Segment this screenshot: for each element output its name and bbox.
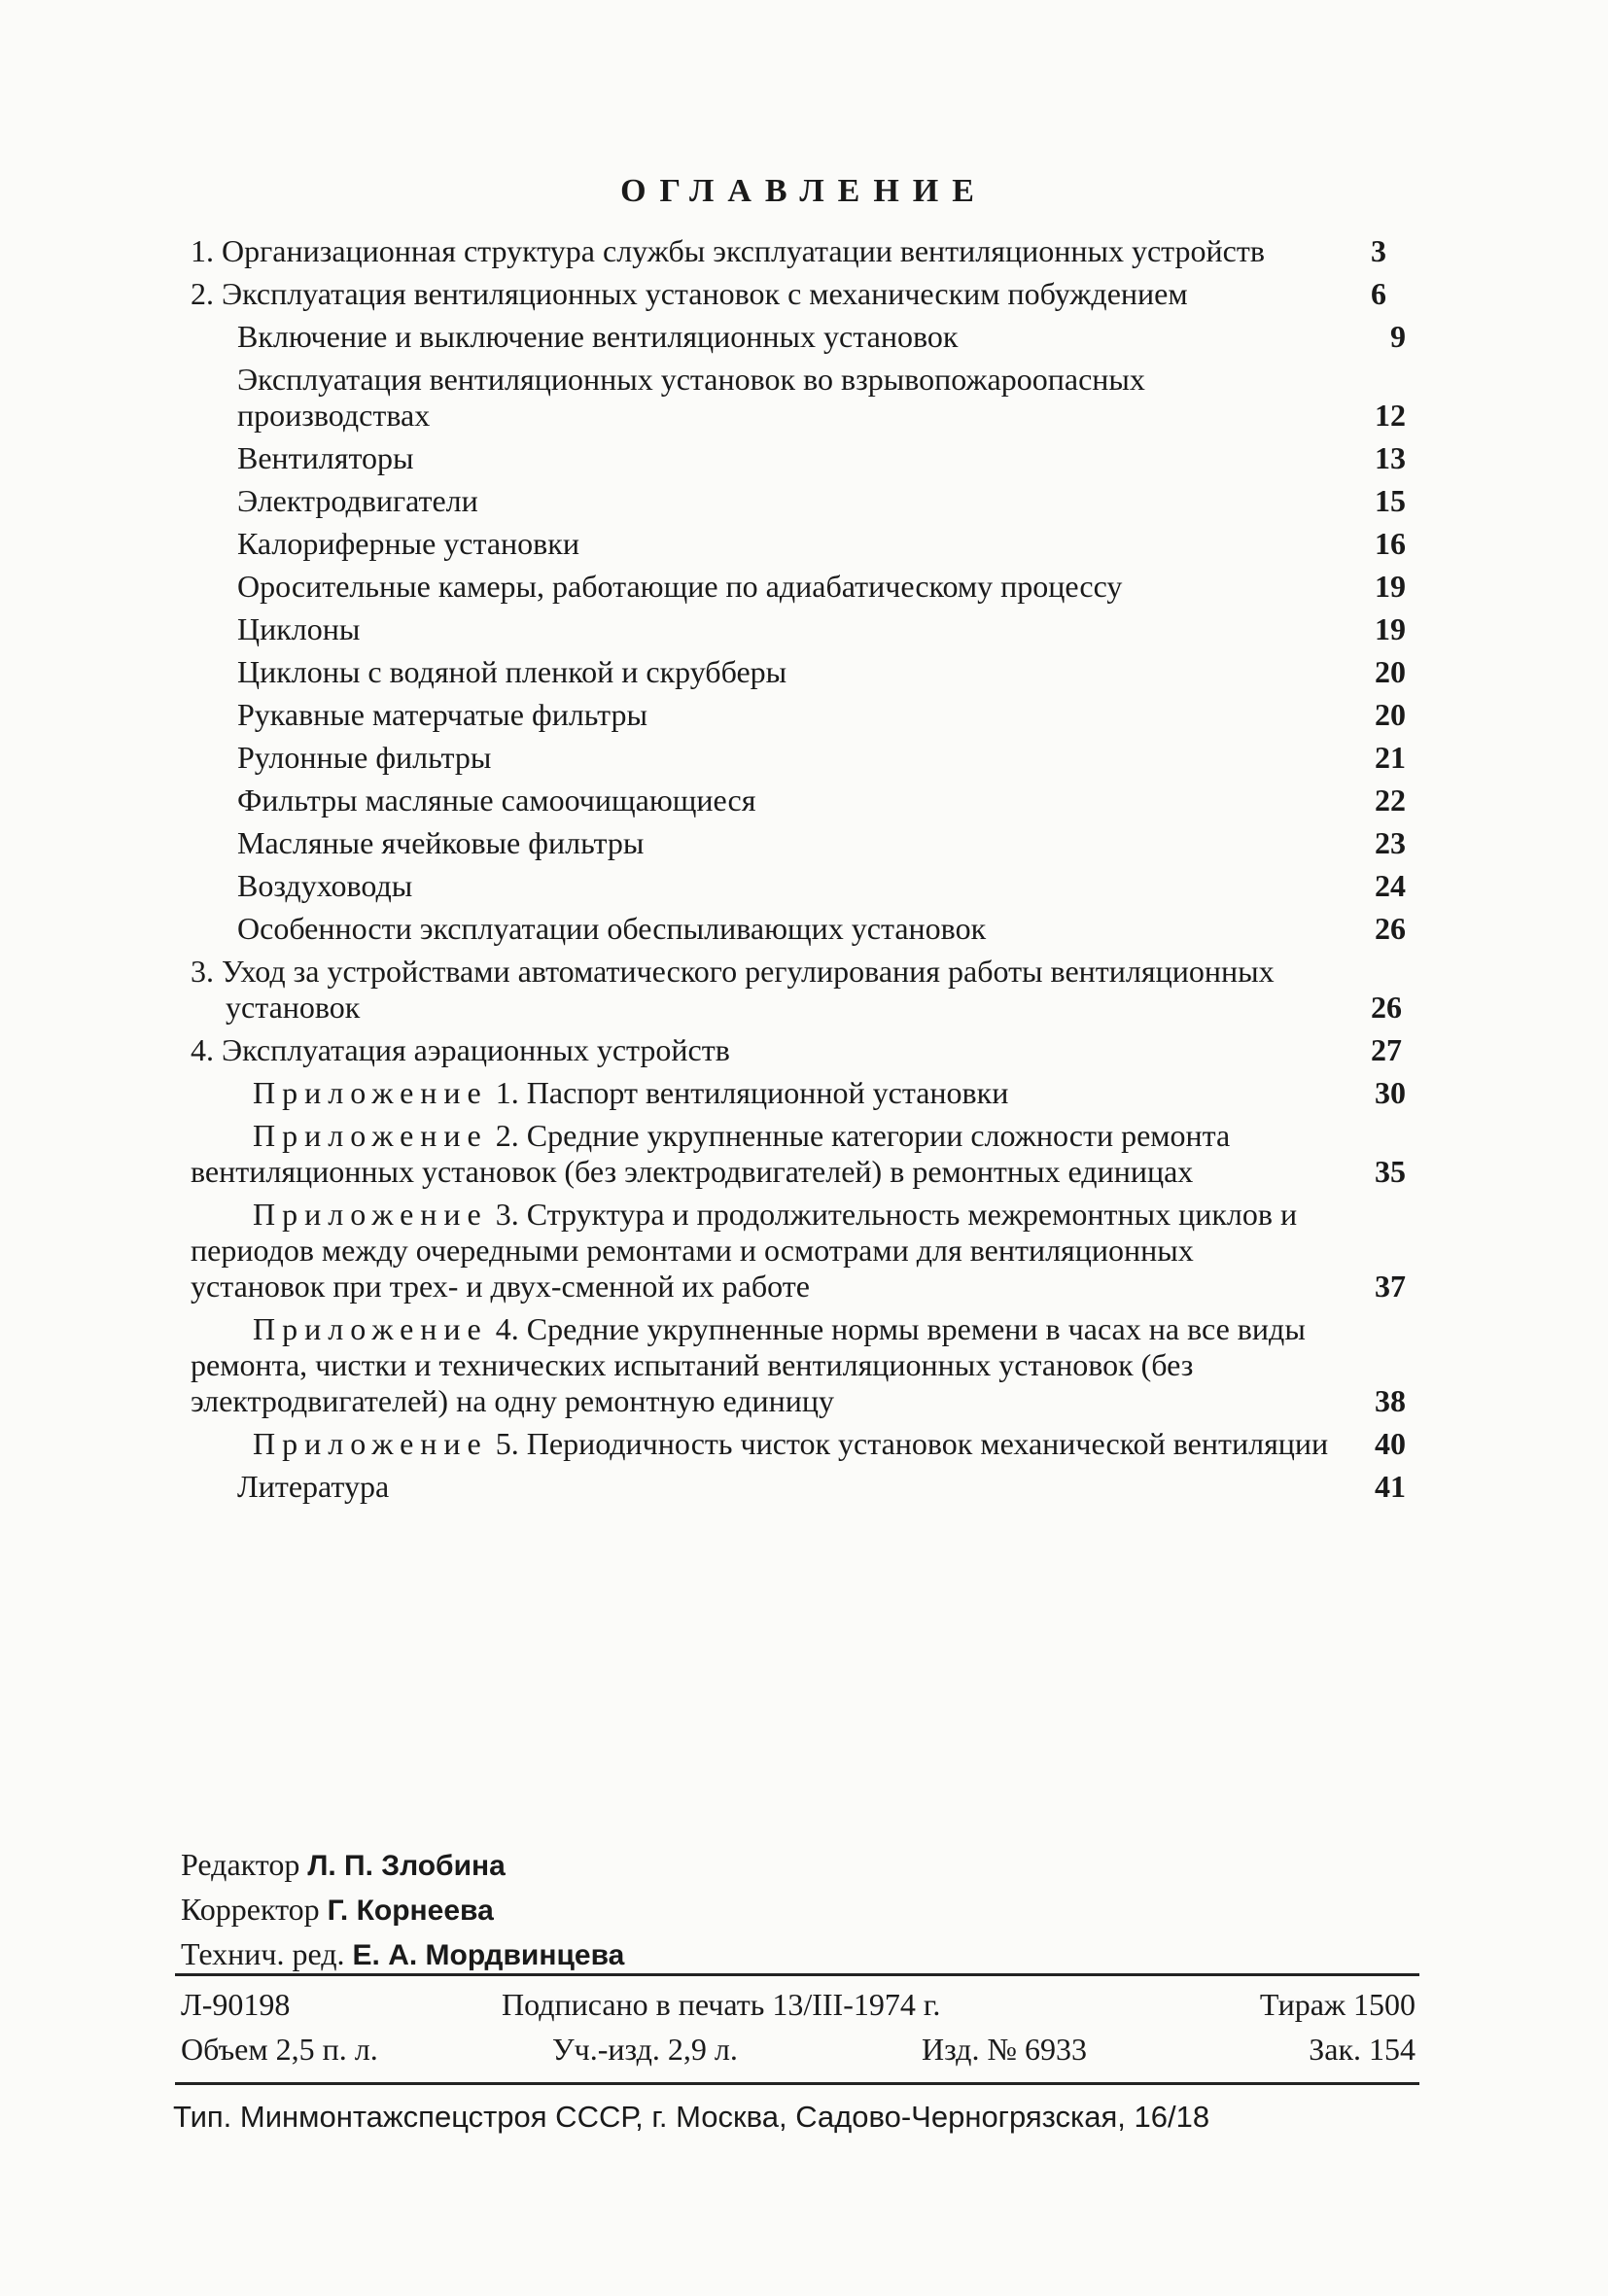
toc-entry: 2. Эксплуатация вентиляционных установок с механическим побуждением 6 (191, 276, 1386, 311)
toc-entry (191, 868, 1406, 904)
toc-entry-text: Оросительные камеры, работающие по адиабатическому процессу (237, 569, 1123, 604)
volume: Объем 2,5 п. л. (181, 2032, 378, 2067)
toc-entry-page: 19 (1375, 569, 1406, 604)
toc-entry-text: Литература (237, 1469, 390, 1504)
print-house: Тип. Минмонтажспецстроя СССР, г. Москва, Садово-Черногрязская, 16/18 (173, 2100, 1210, 2134)
toc-entry-text: Циклоны с водяной пленкой и скрубберы (237, 654, 787, 689)
toc-entry-page: 40 (1375, 1426, 1406, 1461)
toc-entry-appendix (191, 1197, 1406, 1305)
toc-entry-text: Рулонные фильтры (237, 740, 492, 775)
toc-entry (191, 611, 1406, 647)
imprint-row (181, 1987, 1416, 2032)
toc-entry-text: Вентиляторы (237, 440, 414, 475)
appendix-label: Приложение (253, 1118, 488, 1153)
toc-entry (191, 569, 1406, 605)
toc-entry-page: 24 (1375, 868, 1406, 903)
appendix-label: Приложение (253, 1075, 488, 1110)
circulation: Тираж 1500 (1259, 1987, 1416, 2022)
credit-role: Корректор (181, 1892, 320, 1927)
toc-entry-text: 3. Уход за устройствами автоматического регулирования работы вентиляционных установок (191, 954, 1275, 1025)
toc-entry (191, 319, 1406, 355)
toc-entry-text: 1. Организационная структура службы эксплуатации вентиляционных устройств (191, 233, 1265, 268)
toc-entry-appendix (191, 1118, 1406, 1190)
toc-entry-text: 5. Периодичность чисток установок механической вентиляции (495, 1426, 1329, 1461)
publication-no: Изд. № 6933 (922, 2032, 1087, 2067)
toc-entry-text: Воздуховоды (237, 868, 413, 903)
toc-entry-page: 22 (1375, 783, 1406, 818)
credit-name: Л. П. Злобина (307, 1850, 506, 1882)
toc-entry (191, 440, 1406, 476)
toc-entry-page: 37 (1375, 1269, 1406, 1304)
toc-entry (191, 654, 1406, 690)
credit-role: Редактор (181, 1847, 300, 1882)
appendix-label: Приложение (253, 1426, 488, 1461)
divider-top (175, 1973, 1419, 1976)
toc-entry-text: Эксплуатация вентиляционных установок во взрывопожароопасных производствах (237, 362, 1145, 433)
toc-entry (191, 483, 1406, 519)
toc-entry-text: Электродвигатели (237, 483, 478, 518)
toc-entry-text: Калориферные установки (237, 526, 579, 561)
table-of-contents (191, 233, 1406, 1512)
toc-entry: 4. Эксплуатация аэрационных устройств 27 (191, 1032, 1402, 1067)
toc-entry: 1. Организационная структура службы эксплуатации вентиляционных устройств 3 (191, 233, 1386, 268)
credit-line (181, 1843, 624, 1888)
imprint-row (181, 2032, 1416, 2076)
toc-entry (191, 1469, 1406, 1505)
toc-entry-page: 23 (1375, 825, 1406, 860)
toc-entry-page: 41 (1375, 1469, 1406, 1504)
credit-role: Технич. ред. (181, 1936, 345, 1971)
order-no: Зак. 154 (1309, 2032, 1416, 2067)
toc-entry-page: 20 (1375, 654, 1406, 689)
toc-entry-page: 30 (1375, 1075, 1406, 1110)
credit-name: Е. А. Мордвинцева (352, 1939, 625, 1971)
toc-entry-text: Фильтры масляные самоочищающиеся (237, 783, 756, 818)
toc-entry (191, 362, 1406, 434)
toc-entry-page: 19 (1375, 611, 1406, 646)
toc-entry-text: 1. Паспорт вентиляционной установки (495, 1075, 1009, 1110)
credit-line (181, 1888, 624, 1932)
toc-entry (191, 526, 1406, 562)
toc-entry-page: 38 (1375, 1383, 1406, 1418)
signed-date: Подписано в печать 13/III-1974 г. (502, 1987, 941, 2022)
toc-entry: 3. Уход за устройствами автоматического регулирования работы вентиляционных установок 26 (191, 954, 1402, 1025)
toc-entry-text: Рукавные матерчатые фильтры (237, 697, 648, 732)
toc-entry-page: 26 (1375, 911, 1406, 946)
toc-entry-text: Масляные ячейковые фильтры (237, 825, 645, 860)
toc-entry-text: 4. Эксплуатация аэрационных устройств (191, 1032, 730, 1067)
toc-entry-appendix (191, 1426, 1406, 1462)
toc-entry-page: 13 (1375, 440, 1406, 475)
toc-entry-page: 20 (1375, 697, 1406, 732)
toc-entry (191, 825, 1406, 861)
page-title: ОГЛАВЛЕНИЕ (620, 173, 988, 209)
toc-entry-text: 4. Средние укрупненные нормы времени в часах на все виды ремонта, чистки и технических испытаний вентиляционных установок (без электродвигателей) на одну ремонтную единицу (191, 1311, 1306, 1418)
toc-entry-text: Циклоны (237, 611, 361, 646)
order-code: Л-90198 (181, 1987, 291, 2022)
toc-entry-text: Включение и выключение вентиляционных установок (237, 319, 959, 354)
toc-entry-page: 35 (1375, 1154, 1406, 1189)
credit-line (181, 1932, 624, 1977)
toc-entry (191, 740, 1406, 776)
toc-entry-text: 2. Эксплуатация вентиляционных установок с механическим побуждением (191, 276, 1188, 311)
toc-entry (191, 911, 1406, 947)
toc-entry-appendix (191, 1311, 1406, 1419)
appendix-label: Приложение (253, 1311, 488, 1346)
imprint (181, 1987, 1416, 2076)
toc-entry-text: Особенности эксплуатации обеспыливающих установок (237, 911, 987, 946)
divider-bottom (175, 2082, 1419, 2085)
credits (181, 1843, 624, 1977)
toc-entry-page: 9 (1390, 319, 1406, 354)
toc-entry (191, 697, 1406, 733)
toc-entry (191, 783, 1406, 818)
toc-entry-text: 2. Средние укрупненные категории сложности ремонта вентиляционных установок (без электродвигателей) в ремонтных единицах (191, 1118, 1231, 1189)
toc-entry-page: 21 (1375, 740, 1406, 775)
toc-entry-text: 3. Структура и продолжительность межремонтных циклов и периодов между очередными ремонтами и осмотрами для вентиляционных установок при трех- и двух-сменной их работе (191, 1197, 1298, 1304)
credit-name: Г. Корнеева (327, 1895, 494, 1927)
edition-sheets: Уч.-изд. 2,9 л. (552, 2032, 738, 2067)
toc-entry-appendix (191, 1075, 1406, 1111)
toc-entry-page: 16 (1375, 526, 1406, 561)
appendix-label: Приложение (253, 1197, 488, 1232)
toc-entry-page: 15 (1375, 483, 1406, 518)
toc-entry-page: 12 (1375, 398, 1406, 433)
